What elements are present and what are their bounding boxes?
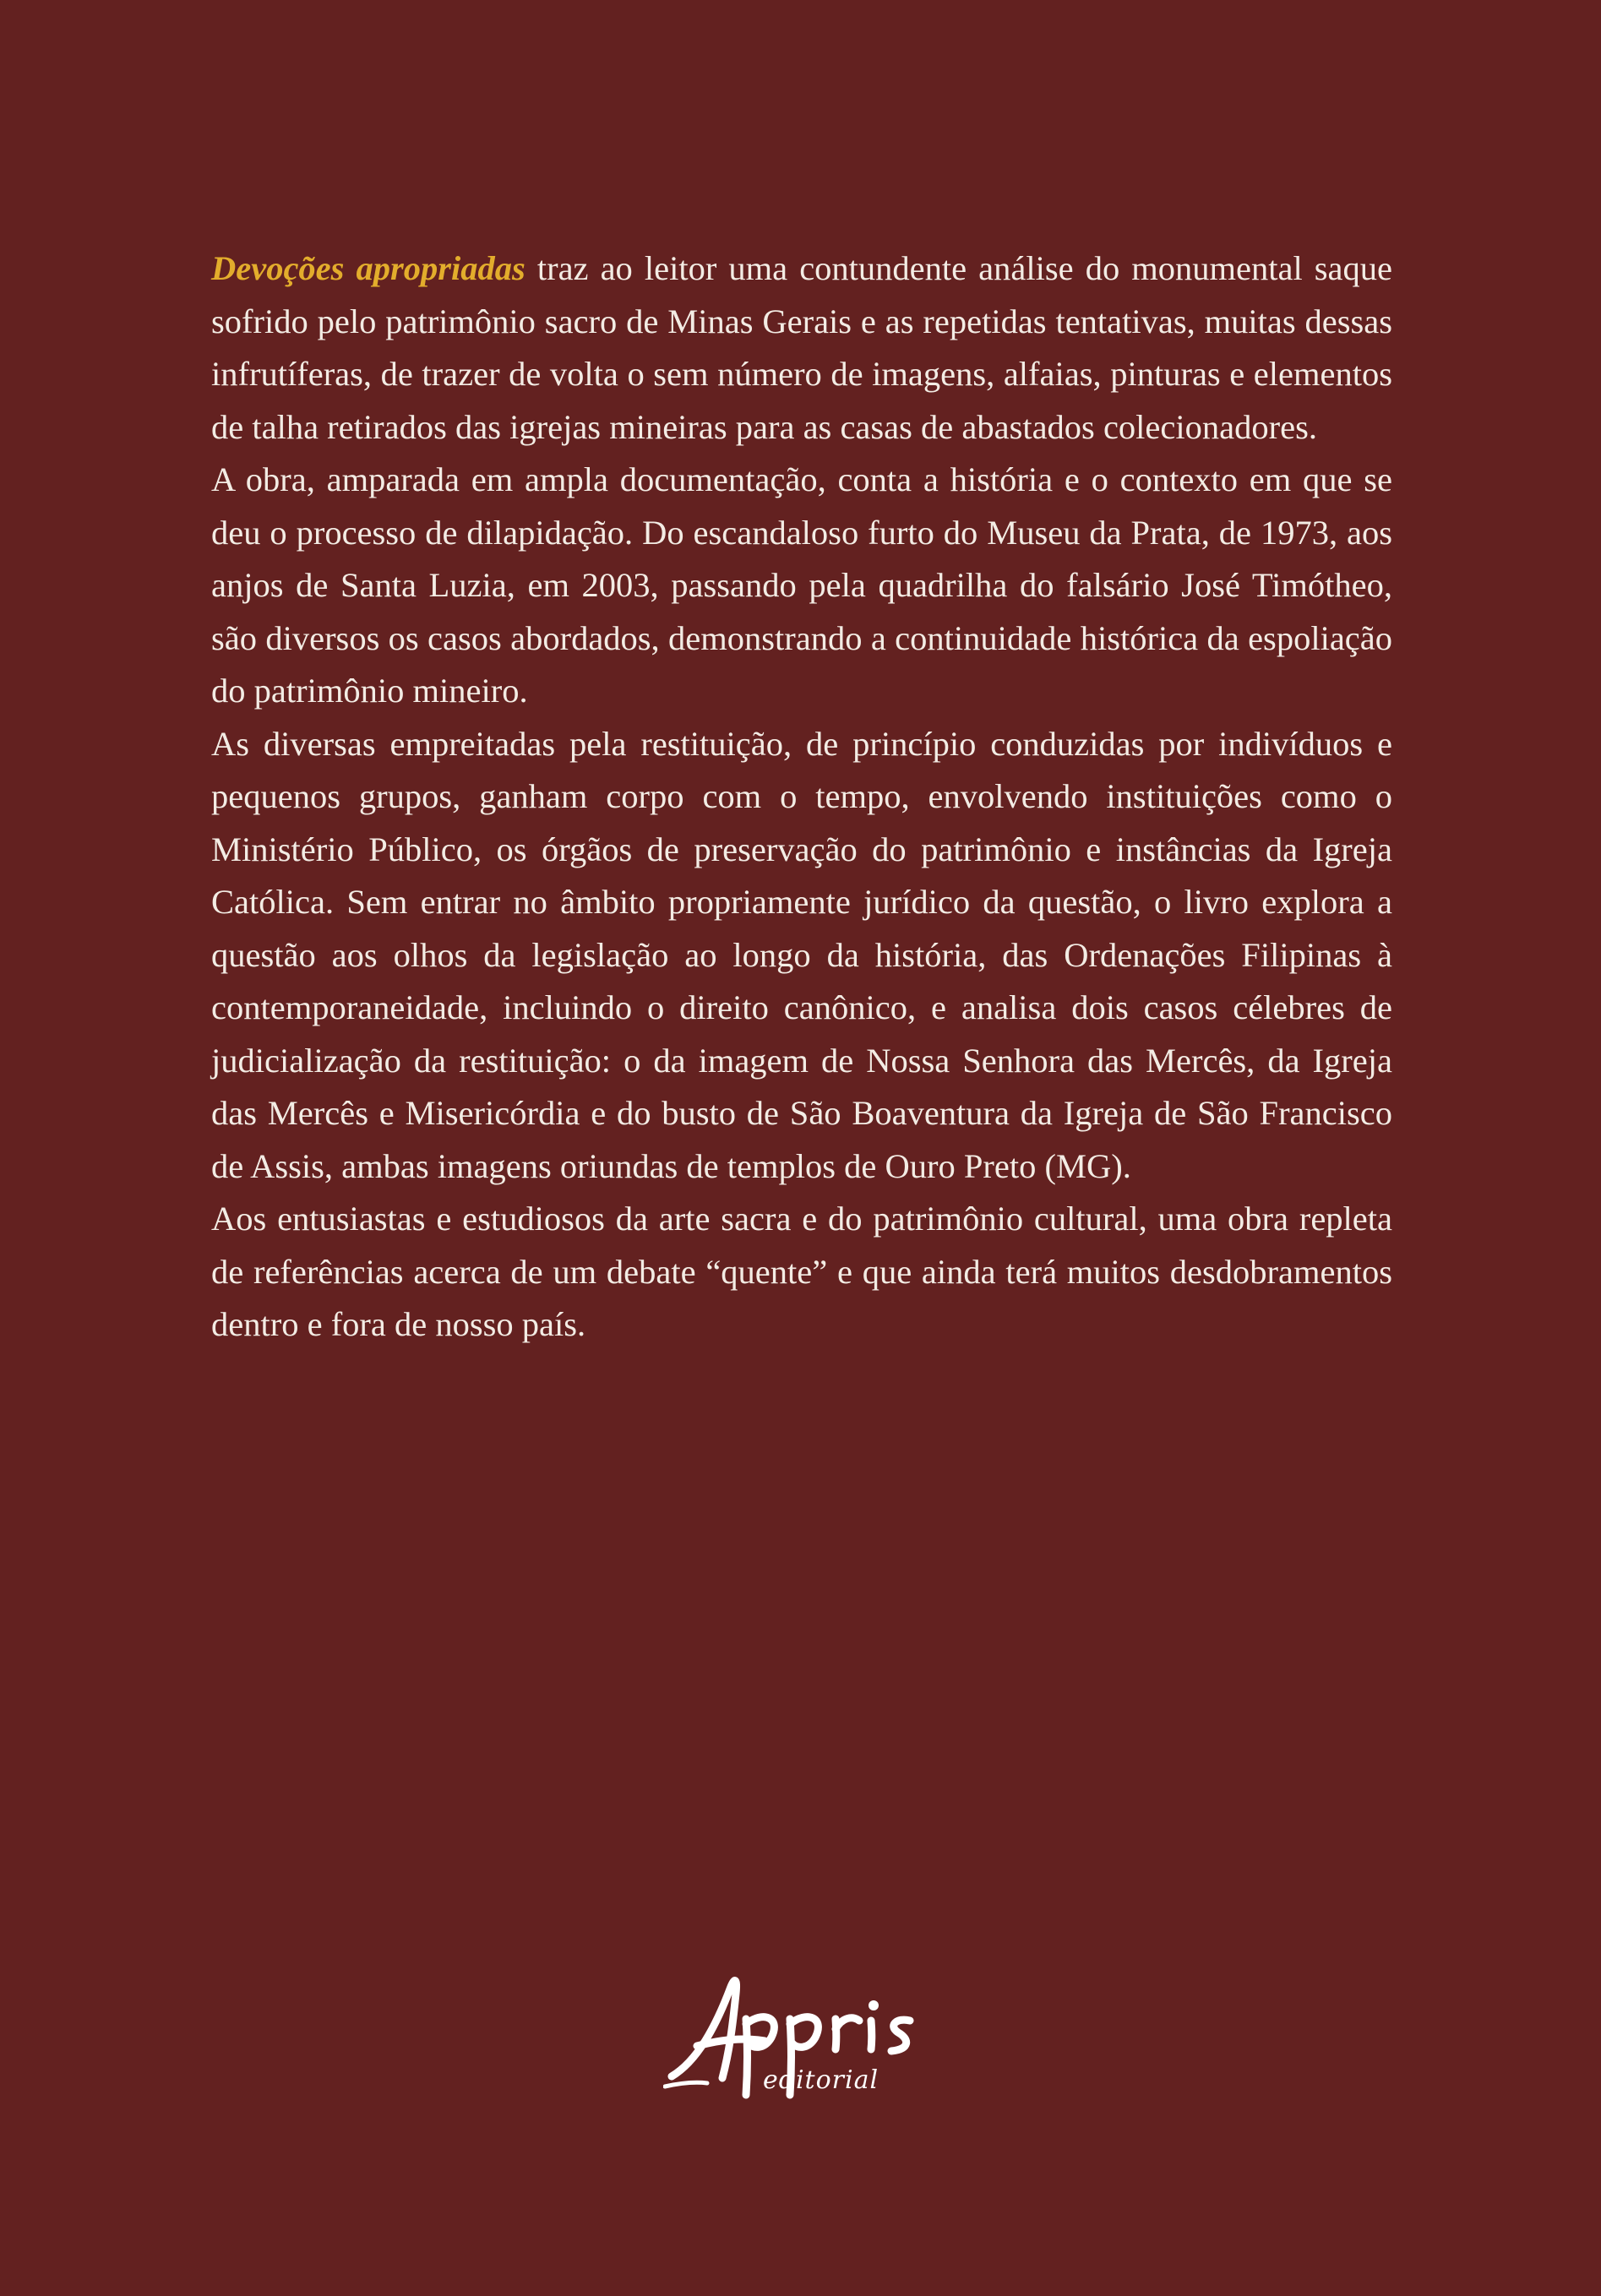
synopsis-paragraph-3: As diversas empreitadas pela restituição, de princípio conduzidas por indivíduos e pequenos grupos, ganham corpo com o tempo, envolvendo instituições como o Ministério Público, os órgãos de preservação do patrimônio e instâncias da Igreja Católica. Sem entrar no âmbito propriamente jurídico da questão, o livro explora a questão aos olhos da legislação ao longo da história, das Ordenações Filipinas à contemporaneidade, incluindo o direito canônico, e analisa dois casos célebres de judicialização da restituição: o da imagem de Nossa Senhora das Mercês, da Igreja das Mercês e Misericórdia e do busto de São Boaventura da Igreja de São Francisco de Assis, ambas imagens oriundas de templos de Ouro Preto (MG). (211, 724, 1392, 1185)
publisher-logo (663, 1968, 950, 2108)
book-title: Devoções apropriadas (211, 249, 525, 287)
synopsis-paragraph-4: Aos entusiastas e estudiosos da arte sacra e do patrimônio cultural, uma obra repleta de referências acerca de um debate “quente” e que ainda terá muitos desdobramentos dentro e fora de nosso país. (211, 1200, 1392, 1343)
synopsis-paragraph-1 (211, 242, 1392, 454)
appris-logo-icon (663, 1968, 950, 2108)
synopsis-text (211, 242, 1392, 1352)
synopsis-paragraph-2: A obra, amparada em ampla documentação, conta a história e o contexto em que se deu o processo de dilapidação. Do escandaloso furto do Museu da Prata, de 1973, aos anjos de Santa Luzia, em 2003, passando pela quadrilha do falsário José Timótheo, são diversos os casos abordados, demonstrando a continuidade histórica da espoliação do patrimônio mineiro. (211, 460, 1392, 710)
paragraph-text: traz ao leitor uma contundente análise do monumental saque sofrido pelo patrimônio sacro de Minas Gerais e as repetidas tentativas, muitas dessas infrutíferas, de trazer de volta o sem número de imagens, alfaias, pinturas e elementos de talha retirados das igrejas mineiras para as casas de abastados colecionadores. (211, 249, 1392, 446)
logo-subtext: editorial (763, 2065, 879, 2095)
